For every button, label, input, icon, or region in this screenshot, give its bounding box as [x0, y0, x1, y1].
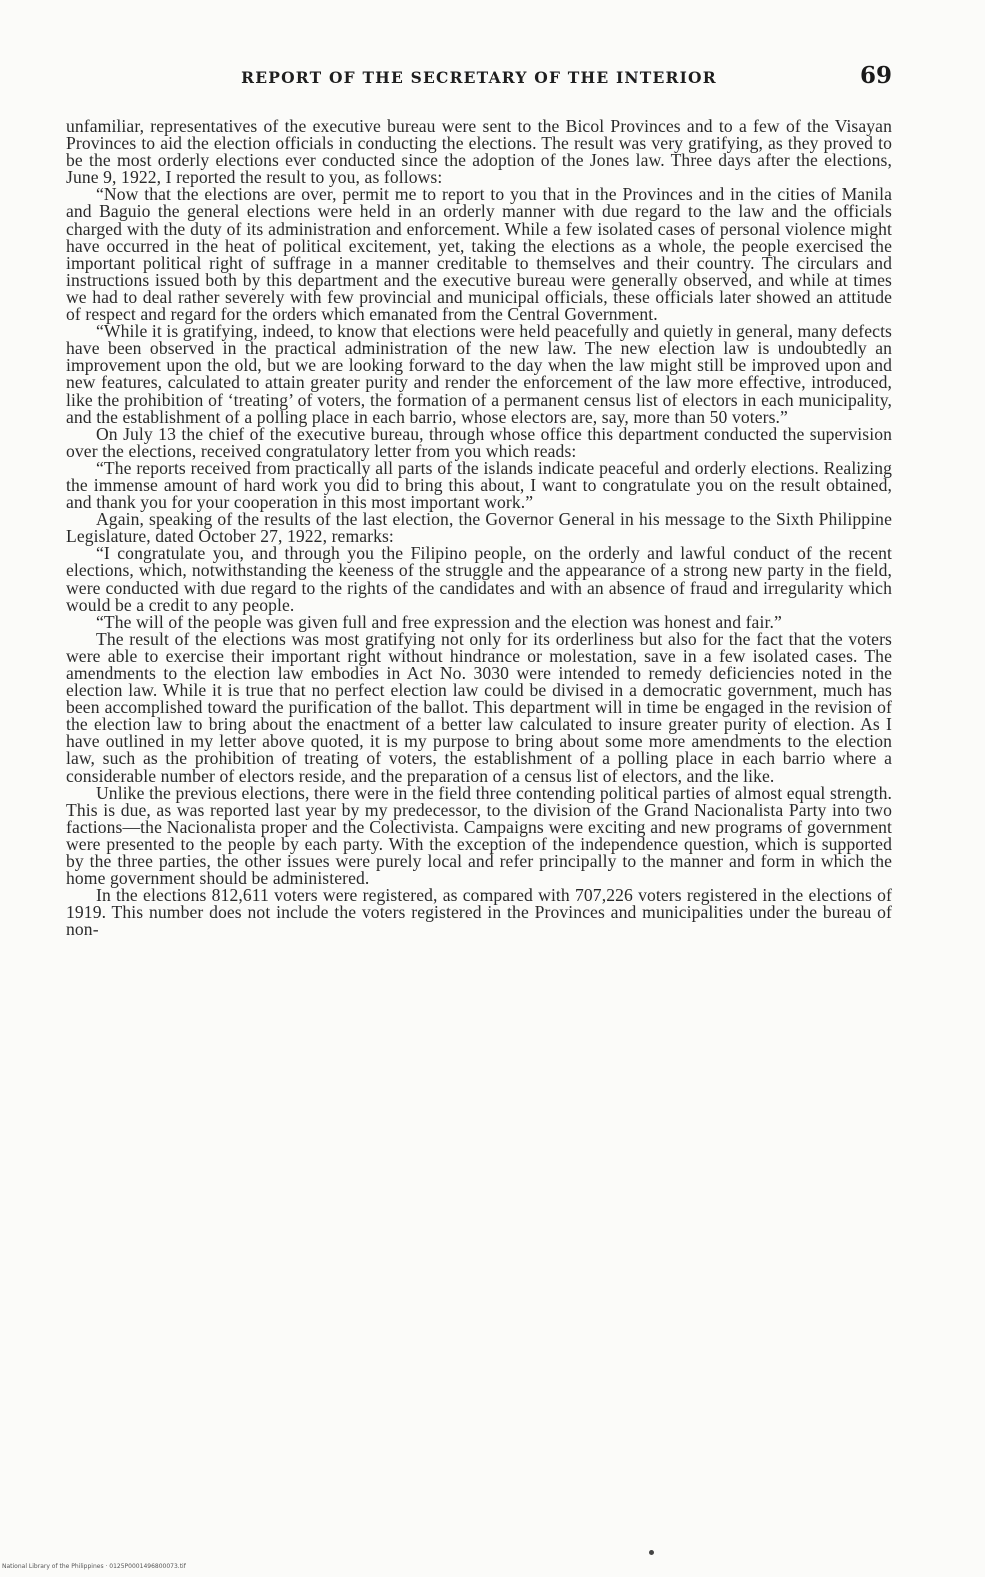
- scan-dot: [649, 1550, 654, 1555]
- page-header: [66, 62, 892, 96]
- page-number: 69: [859, 62, 892, 89]
- paragraph-5: “The reports received from practically all parts of the islands indicate peaceful and orderly elections. Realizing the immense amount of hard work you did to bring this about, I want to congratulate you on the result obtained, and thank you for your cooperation in this most important work.”: [66, 457, 892, 513]
- paragraph-4: On July 13 the chief of the executive bureau, through whose office this department conducted the supervision over the elections, received congratulatory letter from you which reads:: [66, 423, 892, 461]
- scan-stamp: National Library of the Philippines · 0125P0001496800073.tif: [2, 1563, 186, 1570]
- paragraph-7: “I congratulate you, and through you the Filipino people, on the orderly and lawful conduct of the recent elections, which, notwithstanding the keeness of the struggle and the appearance of a strong new party in the field, were conducted with due regard to the rights of the candidates and with an absence of fraud and irregularity which would be a credit to any people.: [66, 543, 892, 615]
- running-title: REPORT OF THE SECRETARY OF THE INTERIOR: [241, 68, 717, 87]
- paragraph-3: “While it is gratifying, indeed, to know that elections were held peacefully and quietly in general, many defects have been observed in the practical administration of the new law. The new election law is undoubtedly an improvement upon the old, but we are looking forward to the day when the law might still be improved upon and new features, calculated to attain greater purity and render the enforcement of the law more effective, introduced, like the prohibition of ‘treating’ of voters, the formation of a permanent census list of electors in each municipality, and the establishment of a polling place in each barrio, whose electors are, say, more than 50 voters.”: [66, 321, 892, 427]
- paragraph-11: In the elections 812,611 voters were registered, as compared with 707,226 voters registered in the elections of 1919. This number does not include the voters registered in the Provinces and municipalities under the bureau of non-: [66, 885, 892, 940]
- paragraph-10: Unlike the previous elections, there were in the field three contending political parties of almost equal strength. This is due, as was reported last year by my predecessor, to the division of the Grand Nacionalista Party into two factions—the Nacionalista proper and the Colectivista. Campaigns were exciting and new programs of government were presented to the people by each party. With the exception of the independence question, which is supported by the three parties, the other issues were purely local and refer principally to the manner and form in which the home government should be administered.: [66, 782, 892, 889]
- paragraph-2: “Now that the elections are over, permit me to report to you that in the Provinces and in the cities of Manila and Baguio the general elections were held in an orderly manner with due regard to the law and the officials charged with the duty of its administration and enforcement. While a few isolated cases of personal violence might have occurred in the heat of political excitement, yet, taking the elections as a whole, the people exercised the important political right of suffrage in a manner creditable to themselves and their country. The circulars and instructions issued both by this department and the executive bureau were generally observed, and while at times we had to deal rather severely with few provincial and municipal officials, these officials later showed an attitude of respect and regard for the orders which emanated from the Central Government.: [66, 184, 892, 325]
- paragraph-1: unfamiliar, representatives of the executive bureau were sent to the Bicol Provinces and to a few of the Visayan Provinces to aid the election officials in conducting the elections. The result was very gratifying, as they proved to be the most orderly elections ever conducted since the adoption of the Jones law. Three days after the elections, June 9, 1922, I reported the result to you, as follows:: [66, 116, 892, 188]
- paragraph-8: “The will of the people was given full and free expression and the election was honest and fair.”: [96, 611, 782, 632]
- paragraph-6: Again, speaking of the results of the last election, the Governor General in his message to the Sixth Philippine Legislature, dated October 27, 1922, remarks:: [66, 509, 892, 547]
- body-text: [66, 118, 892, 939]
- paragraph-9: The result of the elections was most gratifying not only for its orderliness but also for the fact that the voters were able to exercise their important right without hindrance or molestation, save in a few isolated cases. The amendments to the election law embodies in Act No. 3030 were intended to remedy deficiencies noted in the election law. While it is true that no perfect election law could be divised in a democratic government, much has been accomplished toward the purification of the ballot. This department will in time be engaged in the revision of the election law to bring about the enactment of a better law calculated to insure greater purity of election. As I have outlined in my letter above quoted, it is my purpose to bring about some more amendments to the election law, such as the prohibition of treating of voters, the establishment of a polling place in each barrio where a considerable number of electors reside, and the preparation of a census list of electors, and the like.: [66, 628, 892, 786]
